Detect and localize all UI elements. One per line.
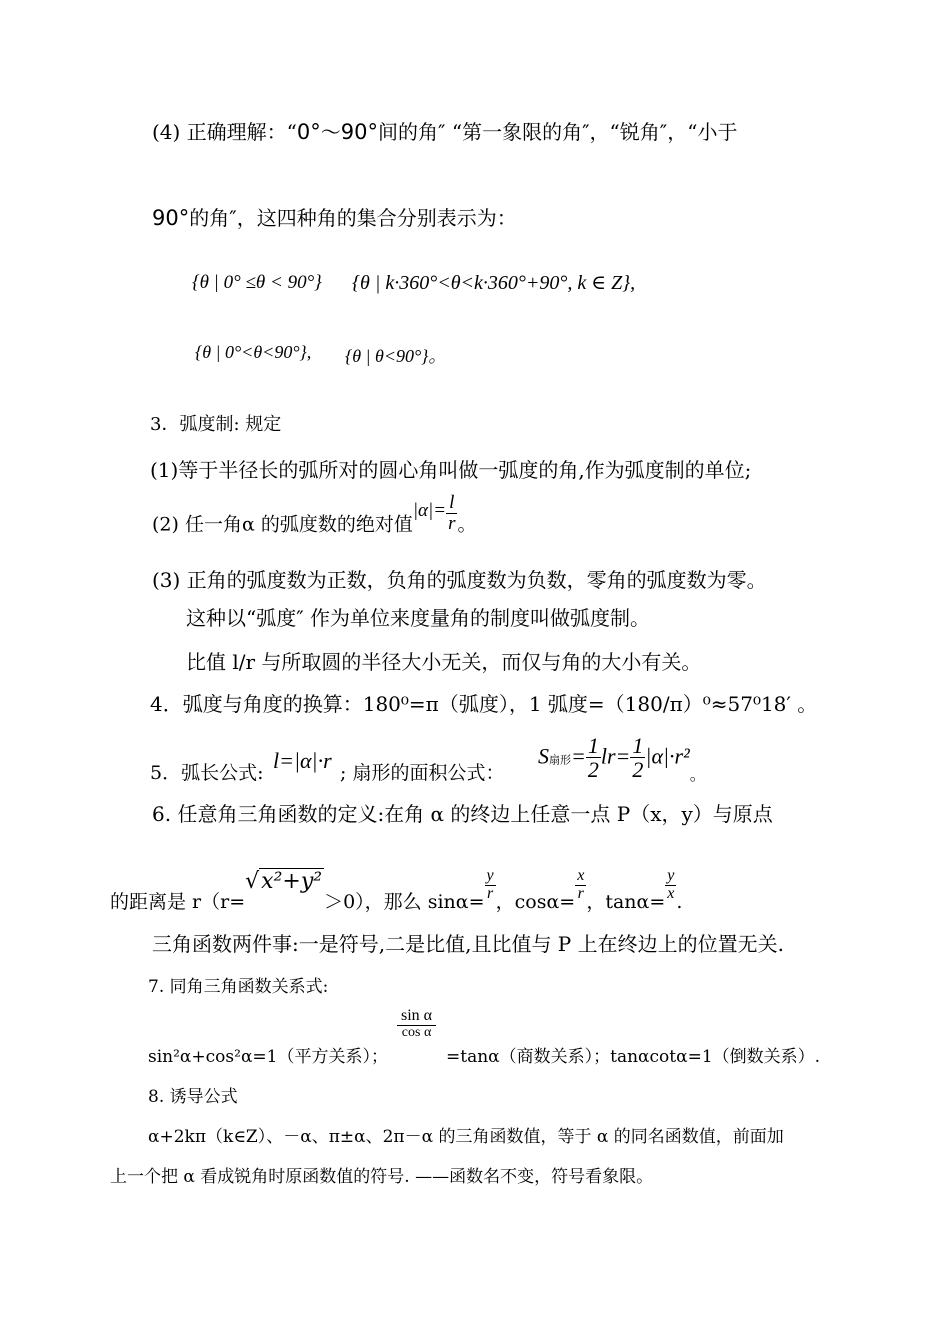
arc-formula: l=|α|·r bbox=[273, 748, 332, 773]
trig-tan-text: ，tanα= bbox=[586, 891, 666, 914]
radian-p2 bbox=[152, 492, 477, 545]
sqrt-expr: x²+y² bbox=[261, 869, 323, 895]
deg90: 90° bbox=[340, 120, 379, 144]
deg90-b: 90° bbox=[152, 206, 190, 230]
eq: = bbox=[571, 743, 586, 769]
l-over-r: $\frac{l}{r}$ bbox=[448, 492, 456, 534]
radian-p1: (1)等于半径长的弧所对的圆心角叫做一弧度的角,作为弧度制的单位; bbox=[150, 458, 752, 482]
trig-dot: . bbox=[676, 891, 683, 914]
sec4-line2 bbox=[152, 202, 517, 231]
set-2: {θ | k·360°<θ<k·360°+90°, k ∈ Z}, bbox=[352, 272, 636, 294]
trig-def-line2: 的距离是 r（r=√x²+y²＞0），那么 sinα= $\frac{y}{r}$ ，cosα= $\frac{x}{r}$ ，tanα= $\frac{y}{x}$ . bbox=[110, 867, 683, 914]
sin-over-cos bbox=[397, 1008, 436, 1040]
arc-end: 。 bbox=[689, 764, 706, 784]
trig-def-line1: 6. 任意角三角函数的定义:在角 α 的终边上任意一点 P（x，y）与原点 bbox=[152, 802, 773, 826]
set-4: {θ | θ<90°}。 bbox=[345, 346, 447, 366]
radian-heading: 3．弧度制: 规定 bbox=[150, 414, 282, 435]
lr: lr= bbox=[600, 743, 631, 769]
radian-p3: (3) 正角的弧度数为正数，负角的弧度数为负数，零角的弧度数为零。 bbox=[152, 568, 767, 592]
x-over-r: $\frac{x}{r}$ bbox=[577, 867, 585, 902]
trig-cos-text: ，cosα= bbox=[495, 891, 576, 914]
sec4-line1-text: (4) 正确理解：“ bbox=[152, 120, 297, 144]
sector-area-formula bbox=[538, 733, 706, 784]
sin-alpha: sin α bbox=[397, 1008, 436, 1026]
identities-heading: 7. 同角三角函数关系式: bbox=[148, 977, 329, 997]
conversion: 4．弧度与角度的换算：180⁰=π（弧度），1 弧度=（180/π）⁰≈57⁰18′ 。 bbox=[150, 692, 818, 716]
set-3: {θ | 0°<θ<90°}, bbox=[195, 342, 312, 362]
sec4-line1-text-b: 间的角″ “第一象限的角″，“锐角″，“小于 bbox=[378, 120, 738, 144]
induction-heading: 8. 诱导公式 bbox=[148, 1087, 238, 1107]
alpha-abs: |α|= bbox=[412, 500, 447, 522]
arc-label: 5．弧长公式: bbox=[150, 762, 264, 784]
cos-alpha: cos α bbox=[401, 1024, 432, 1040]
induction-line1: α+2kπ（k∈Z）、－α、π±α、2π－α 的三角函数值，等于 α 的同名函数值，前面加 bbox=[148, 1127, 784, 1147]
arc-mid: ; 扇形的面积公式： bbox=[340, 762, 505, 784]
tilde: ～ bbox=[320, 120, 341, 144]
set-1: {θ | 0° ≤θ < 90°} bbox=[192, 272, 322, 293]
y-over-r: $\frac{y}{r}$ bbox=[486, 867, 494, 902]
identities-line-b: =tanα（商数关系）；tanαcotα=1（倒数关系）. bbox=[446, 1047, 821, 1067]
trig-r-text: 的距离是 r（r= bbox=[110, 891, 246, 914]
y-over-x: $\frac{y}{x}$ bbox=[667, 867, 675, 902]
sec4-line2-text: 的角″，这四种角的集合分别表示为： bbox=[189, 206, 517, 230]
identities-line-a: sin²α+cos²α=1（平方关系）； bbox=[148, 1047, 388, 1067]
trig-def-line3: 三角函数两件事:一是符号,二是比值,且比值与 P 上在终边上的位置无关. bbox=[152, 932, 784, 956]
deg0: 0° bbox=[296, 120, 321, 144]
S: S bbox=[538, 743, 549, 769]
abs-alpha-r2: |α|·r² bbox=[645, 743, 690, 769]
radian-p3b: 这种以“弧度″ 作为单位来度量角的制度叫做弧度制。 bbox=[186, 606, 651, 630]
sector-sub: 扇形 bbox=[549, 753, 571, 767]
half-2: $\frac{1}{2}$ bbox=[632, 733, 644, 783]
half-1: $\frac{1}{2}$ bbox=[587, 733, 599, 783]
sec4-line1 bbox=[152, 116, 737, 145]
radian-p2-end: 。 bbox=[457, 513, 477, 536]
radian-p3c: 比值 l/r 与所取圆的半径大小无关，而仅与角的大小有关。 bbox=[186, 650, 702, 674]
trig-sin-text: ＞0），那么 sinα= bbox=[324, 891, 485, 914]
radian-p2-text: (2) 任一角α 的弧度数的绝对值 bbox=[152, 513, 413, 536]
induction-line2: 上一个把 α 看成锐角时原函数值的符号. ——函数名不变，符号看象限。 bbox=[110, 1167, 654, 1187]
